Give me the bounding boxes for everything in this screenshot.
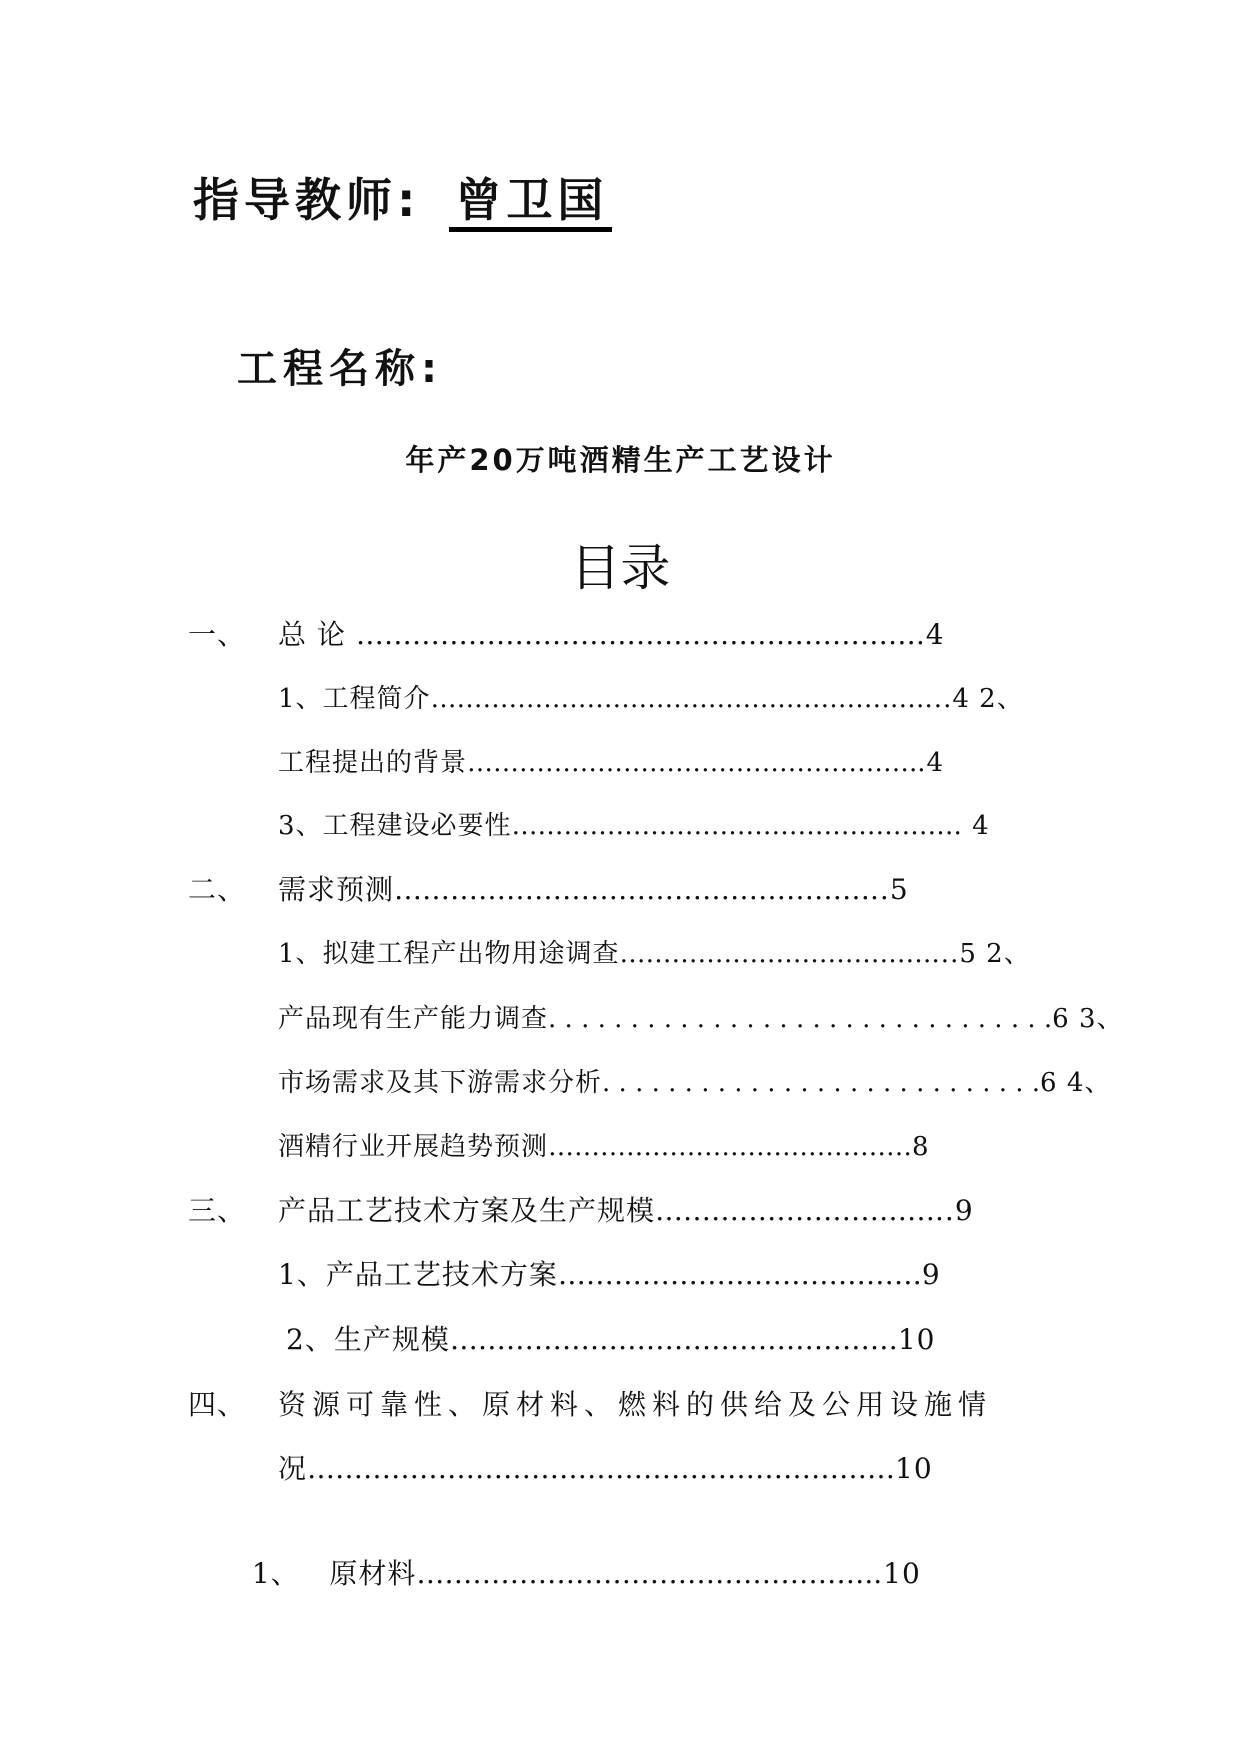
toc-line-page: 6 4、 [1040, 1068, 1112, 1098]
toc-line-text: 资源可靠性、原材料、燃料的供给及公用设施情 [278, 1388, 993, 1421]
toc-title: 目录 [570, 539, 671, 597]
toc-line [278, 1255, 941, 1295]
toc-line-text: 3、工程建设必要性 [278, 811, 512, 841]
toc-line-page: 10 [895, 1452, 933, 1485]
toc-line [278, 1449, 933, 1489]
toc-line [278, 999, 1124, 1039]
toc-line-text: 1、产品工艺技术方案 [278, 1258, 558, 1291]
toc-chapter-number: 二、 [188, 873, 247, 906]
toc-line-text: 产品现有生产能力调查 [278, 1004, 549, 1034]
advisor-label: 指导教师 [193, 173, 397, 227]
toc-line-dots: …………………………………………… [511, 811, 954, 841]
toc-line-page: ...4 2、 [924, 684, 1024, 714]
advisor-name: 曾卫国 [449, 173, 612, 232]
toc-line-dots: . . . . . . . . . . . . . . . . . . . . . . . . . . . . . . . [548, 1004, 1053, 1034]
toc-line-dots: ……………………………… [619, 939, 932, 969]
toc-line-page: ..9 [935, 1194, 974, 1227]
toc-line-page: ...5 2、 [931, 939, 1031, 969]
toc-line-dots: ……………………………………………. [467, 748, 918, 778]
toc-line-text: 2、生产规模 [286, 1323, 450, 1356]
toc-chapter-number: 四、 [188, 1388, 247, 1421]
toc-line-text: 酒精行业开展趋势预测 [278, 1132, 549, 1162]
project-title: 年产20万吨酒精生产工艺设计 [405, 443, 836, 477]
toc-line [278, 934, 1031, 974]
advisor-line [193, 170, 612, 232]
toc-line-dots: …………………………………………… [394, 873, 871, 906]
toc-line-page: 6 3、 [1052, 1004, 1124, 1034]
toc-line-page: .4 [917, 748, 945, 778]
toc-line [232, 1514, 921, 1594]
toc-line-dots: …………………………………………. [416, 1557, 874, 1590]
toc-line-dots: ………………………… [655, 1194, 936, 1227]
toc-line-dots: …………………………………………………… [355, 618, 916, 651]
toc-line-text: 工程提出的背景 [278, 748, 468, 778]
toc-chapter-number: 一、 [188, 618, 247, 651]
toc-line-page: 9 [921, 1258, 941, 1291]
toc-line-text: 产品工艺技术方案及生产规模 [278, 1194, 656, 1227]
toc-line-page: ..5 [870, 873, 909, 906]
project-label: 工程名称: [237, 346, 443, 392]
toc-line-dots: . . . . . . . . . . . . . . . . . . . . . . . . . . . [602, 1068, 1041, 1098]
toc-line-text: 况 [278, 1452, 308, 1485]
toc-line [278, 1127, 930, 1167]
toc-line-dots: ……………………………………………………… [307, 1452, 896, 1485]
toc-line-page: 8 [912, 1132, 930, 1162]
toc-line-page: 10 [897, 1323, 936, 1356]
toc-line-text: 总 论 [278, 618, 356, 651]
toc-line-dots: ………………………………………… [449, 1323, 898, 1356]
toc-line [278, 743, 944, 783]
toc-line [278, 1063, 1111, 1103]
toc-line-text: 1、工程简介 [278, 684, 431, 714]
toc-line-dots: ………………………………… [557, 1258, 922, 1291]
toc-line [278, 679, 1024, 719]
toc-line [278, 806, 990, 846]
toc-line-text: 1、拟建工程产出物用途调查 [278, 939, 620, 969]
toc-line-text: 市场需求及其下游需求分析 [278, 1068, 603, 1098]
toc-line-text: 需求预测 [278, 873, 395, 906]
toc-line [286, 1320, 935, 1360]
toc-line-page: .10 [873, 1557, 921, 1590]
advisor-colon: : [397, 173, 421, 227]
toc-chapter-number: 三、 [188, 1194, 247, 1227]
toc-line-page: .4 [915, 618, 945, 651]
toc-line-page: . 4 [953, 811, 990, 841]
toc-line-dots: ………………………………………………… [430, 684, 925, 714]
toc-line-dots: …………………………………… [548, 1132, 913, 1162]
toc-line-text: 1、 原材料 [251, 1557, 417, 1590]
